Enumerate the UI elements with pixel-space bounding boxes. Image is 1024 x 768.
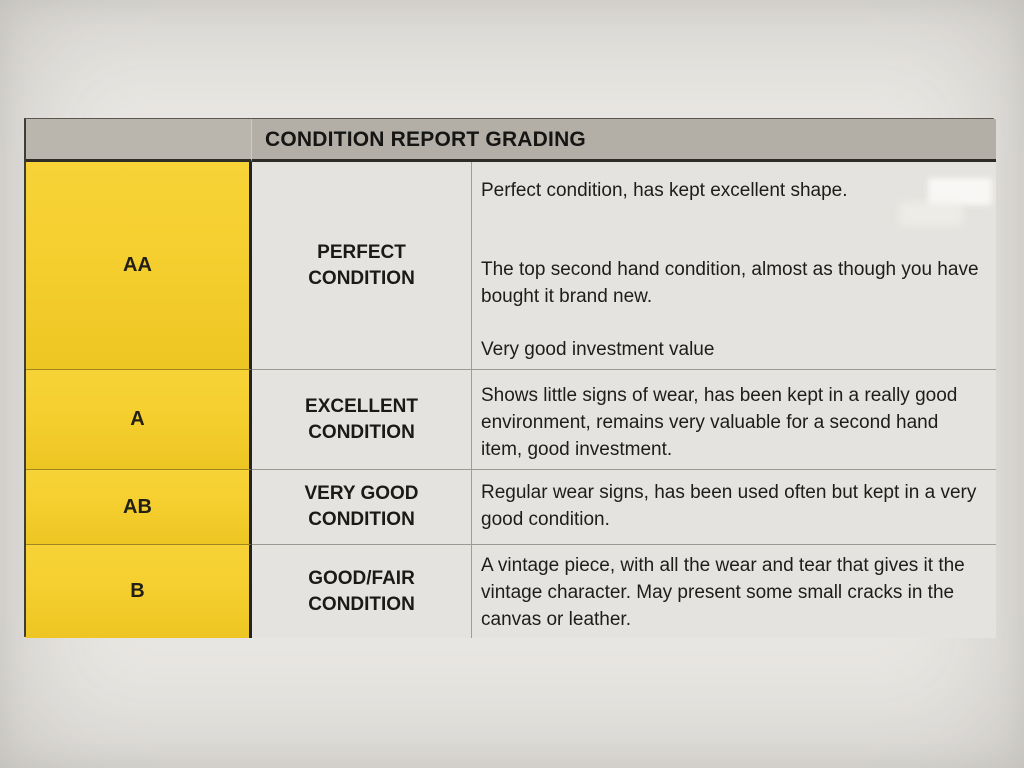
condition-name-excellent: EXCELLENT CONDITION	[252, 369, 472, 469]
description-paragraph: The top second hand condition, almost as though you have bought it brand new.	[481, 259, 979, 307]
description-paragraph: Very good investment value	[481, 339, 715, 360]
grade-code-ab: AB	[26, 469, 252, 544]
grade-code-a: A	[26, 369, 252, 469]
description-paragraph: Regular wear signs, has been used often but kept in a very good condition.	[481, 482, 977, 530]
description-paragraph: Shows little signs of wear, has been kept in a really good environment, remains very valuable for a second hand item, good investment.	[481, 385, 958, 460]
grade-code-aa: AA	[26, 162, 252, 369]
condition-name-good-fair: GOOD/FAIR CONDITION	[252, 544, 472, 638]
table-title: CONDITION REPORT GRADING	[252, 119, 996, 162]
description-paragraph: Perfect condition, has kept excellent shape.	[481, 180, 848, 201]
condition-description-good-fair	[472, 544, 996, 638]
condition-description-perfect	[472, 162, 996, 369]
description-paragraph: A vintage piece, with all the wear and tear that gives it the vintage character. May present some small cracks in the canvas or leather.	[481, 555, 965, 630]
condition-grading-table	[24, 118, 994, 637]
condition-description-excellent	[472, 369, 996, 469]
grade-code-b: B	[26, 544, 252, 638]
condition-description-very-good	[472, 469, 996, 544]
condition-name-very-good: VERY GOOD CONDITION	[252, 469, 472, 544]
condition-name-perfect: PERFECT CONDITION	[252, 162, 472, 369]
header-blank-cell	[26, 119, 252, 162]
